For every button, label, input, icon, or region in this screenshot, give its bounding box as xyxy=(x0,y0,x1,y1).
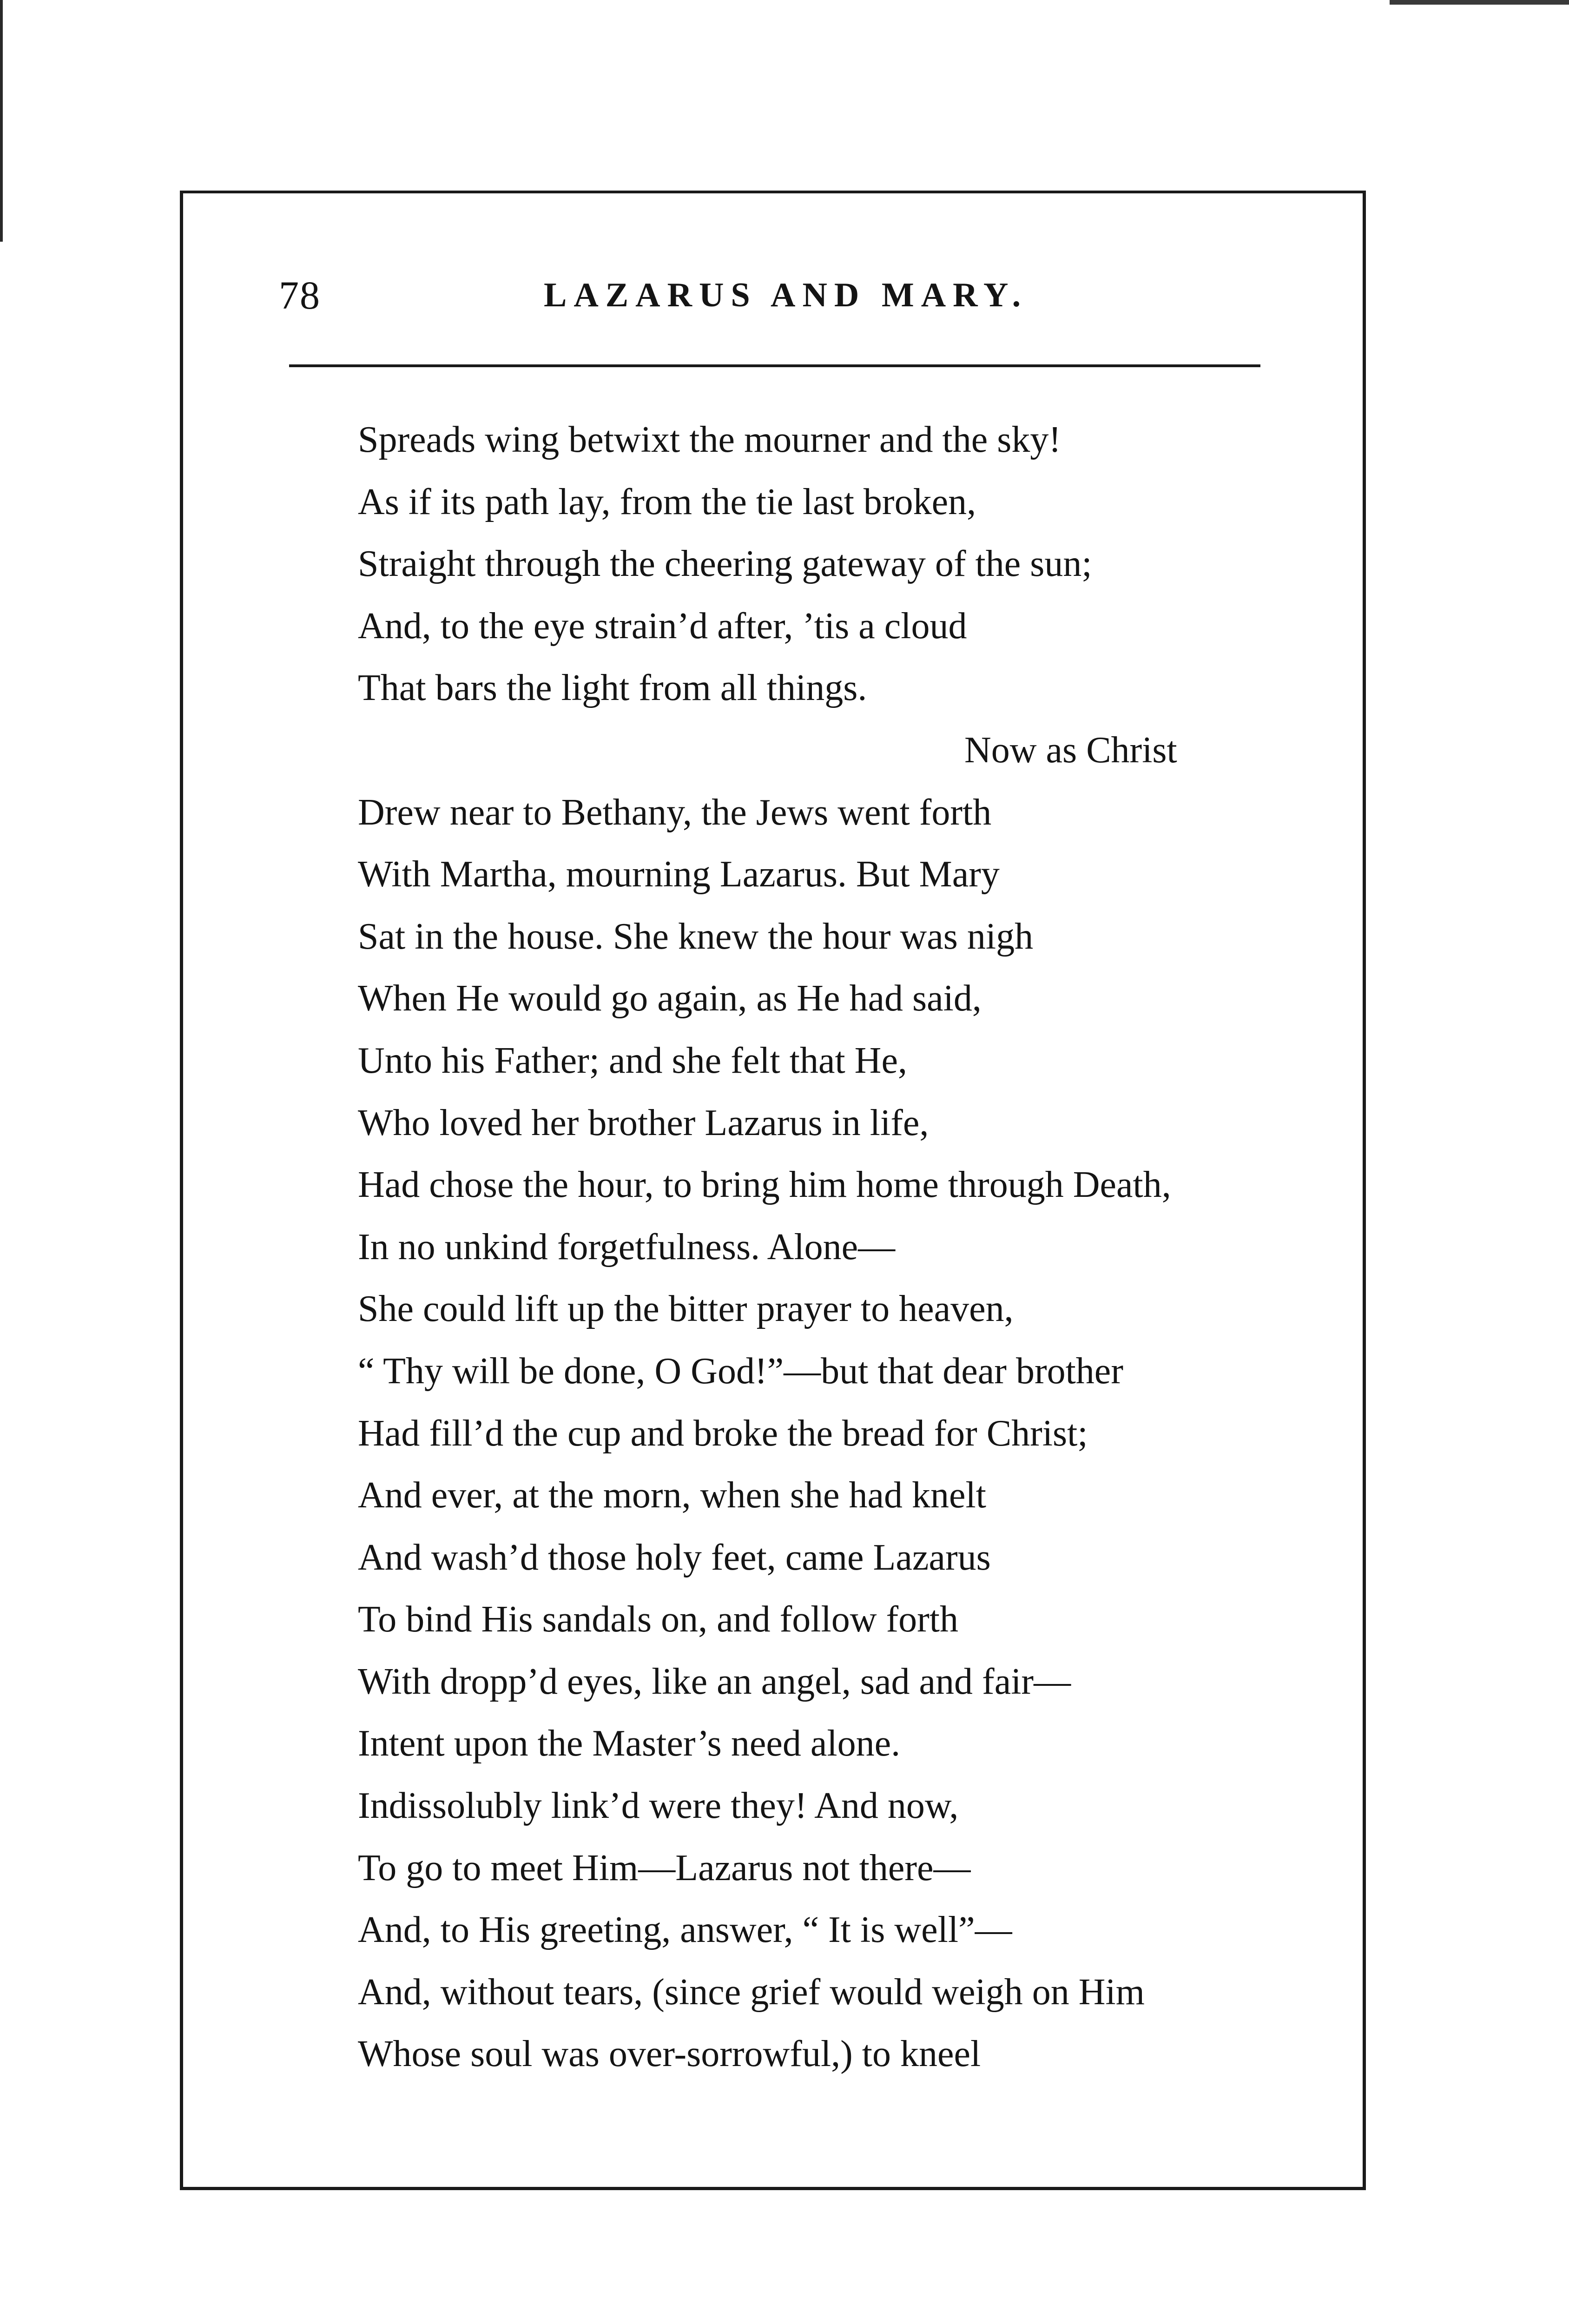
verse-line: In no unkind forgetfulness. Alone— xyxy=(358,1226,896,1268)
poem-text xyxy=(358,409,1311,2086)
verse-line: “ Thy will be done, O God!”—but that dear brother xyxy=(358,1350,1123,1392)
header-rule xyxy=(289,364,1260,367)
verse-line: And, to the eye strain’d after, ’tis a cloud xyxy=(358,605,967,647)
verse-line: Had chose the hour, to bring him home through Death, xyxy=(358,1164,1171,1206)
verse-line: Intent upon the Master’s need alone. xyxy=(358,1723,901,1764)
page-edge-shadow-top xyxy=(1390,0,1569,5)
verse-line: Had fill’d the cup and broke the bread for Christ; xyxy=(358,1413,1088,1454)
verse-line: And ever, at the morn, when she had knelt xyxy=(358,1475,986,1516)
page-number: 78 xyxy=(279,273,321,317)
verse-line: With Martha, mourning Lazarus. But Mary xyxy=(358,854,1000,895)
verse-line: And, to His greeting, answer, “ It is well”— xyxy=(358,1909,1012,1951)
verse-line: As if its path lay, from the tie last broken, xyxy=(358,481,976,522)
verse-line: Straight through the cheering gateway of the sun; xyxy=(358,543,1092,585)
running-head xyxy=(0,265,1569,325)
verse-line: And wash’d those holy feet, came Lazarus xyxy=(358,1537,991,1578)
verse-line: Whose soul was over-sorrowful,) to kneel xyxy=(358,2034,981,2075)
verse-line: Drew near to Bethany, the Jews went forth xyxy=(358,792,992,833)
running-title: LAZARUS AND MARY. xyxy=(544,276,1028,314)
verse-line: And, without tears, (since grief would weigh on Him xyxy=(358,1971,1145,2013)
verse-line: To go to meet Him—Lazarus not there— xyxy=(358,1847,971,1888)
verse-line: Who loved her brother Lazarus in life, xyxy=(358,1102,929,1143)
verse-line: That bars the light from all things. xyxy=(358,667,867,709)
verse-line: With dropp’d eyes, like an angel, sad and fair— xyxy=(358,1661,1071,1702)
verse-line: When He would go again, as He had said, xyxy=(358,978,982,1019)
verse-line: To bind His sandals on, and follow forth xyxy=(358,1599,959,1640)
verse-line: She could lift up the bitter prayer to heaven, xyxy=(358,1288,1014,1330)
verse-line-indented: Now as Christ xyxy=(964,729,1177,771)
page-edge-shadow-left xyxy=(0,0,3,242)
verse-line: Sat in the house. She knew the hour was nigh xyxy=(358,916,1034,957)
verse-line: Spreads wing betwixt the mourner and the sky! xyxy=(358,419,1061,460)
verse-line: Unto his Father; and she felt that He, xyxy=(358,1040,907,1081)
verse-line: Indissolubly link’d were they! And now, xyxy=(358,1785,959,1827)
